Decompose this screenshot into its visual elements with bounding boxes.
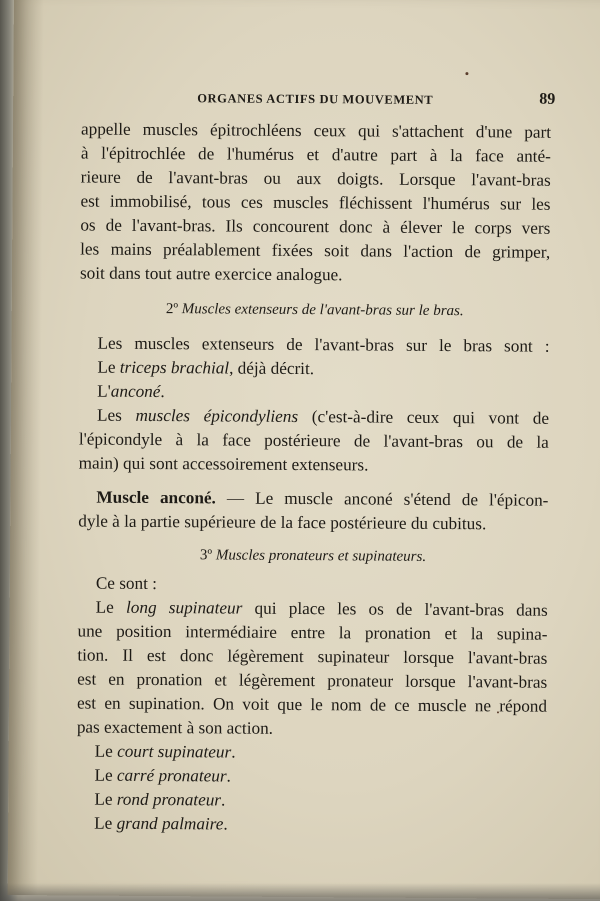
section-title: Muscles extenseurs de l'avant-bras sur le bras.: [181, 301, 464, 320]
section-title: Muscles pronateurs et supinateurs.: [215, 547, 427, 565]
page-paper: [8, 0, 600, 899]
paper-speck: [465, 72, 468, 75]
list-item: [94, 813, 564, 838]
body-line: dyle à la partie supérieure de la face postérieure du cubitus.: [78, 511, 487, 534]
section-number: 2º: [165, 301, 179, 318]
text-run: Le: [94, 765, 118, 785]
body-line: les mains préalablement fixées soit dans l'action de grimper,: [80, 239, 551, 262]
list-item: [97, 405, 549, 430]
body-line: os de l'avant-bras. Ils concourent donc à élever le corps vers: [80, 215, 551, 238]
text-run: .: [226, 766, 231, 786]
list-item: [94, 789, 564, 814]
text-run: qui place les os de l'avant-bras dans: [242, 598, 548, 620]
muscle-name: anconé: [110, 381, 161, 402]
body-line: pas exactement à son action.: [76, 717, 274, 738]
text-run: — Le muscle anconé s'étend de l'épicon-: [215, 488, 549, 510]
muscle-name: carré pronateur: [116, 765, 227, 786]
section-number: 3º: [199, 547, 213, 564]
section-heading-2: [80, 300, 550, 320]
paragraph-label: Muscle anconé.: [96, 487, 216, 508]
body-line: tion. Il est donc légèrement supinateur lorsque l'avant-bras: [77, 645, 548, 668]
list-item: [97, 381, 567, 406]
muscle-name: triceps brachial: [119, 357, 230, 378]
text-run: L': [97, 381, 111, 401]
text-run: .: [231, 742, 236, 762]
text-run: Le: [95, 597, 127, 617]
list-item: [94, 765, 564, 790]
text-run: Le: [94, 741, 118, 761]
text-run: .: [160, 382, 165, 402]
text-run: Le: [94, 813, 117, 833]
text-run: Les: [96, 405, 136, 425]
text-run: .: [220, 790, 226, 810]
paragraph-lead: [96, 487, 548, 512]
body-line: soit dans tout autre exercice analogue.: [79, 263, 343, 285]
running-head-title: ORGANES ACTIFS DU MOUVEMENT: [197, 91, 434, 107]
body-line: Les muscles extenseurs de l'avant-bras sur le bras sont :: [97, 333, 550, 356]
body-line: à l'épitrochlée de l'humérus et d'autre part à la face anté-: [80, 143, 551, 166]
muscle-name: court supinateur: [117, 741, 232, 762]
body-line: est en pronation et légèrement pronateur lorsque l'avant-bras: [77, 669, 548, 692]
body-line: est immobilisé, tous ces muscles fléchissent l'humérus sur les: [80, 191, 551, 214]
running-head: [81, 90, 556, 113]
muscle-name: muscles épicondyliens: [135, 405, 299, 426]
list-item: [95, 741, 565, 766]
body-line: l'épicondyle à la face postérieure de l'avant-bras ou de la: [78, 429, 549, 452]
section-heading-3: [78, 546, 548, 566]
gutter-shadow: [8, 0, 44, 895]
muscle-name: long supinateur: [125, 597, 243, 618]
text-run: , déjà décrit.: [229, 358, 315, 379]
text-run: Le: [94, 789, 117, 809]
page-number: 89: [539, 90, 556, 108]
body-line: est en supination. On voit que le nom de ce muscle ne répond: [76, 693, 548, 716]
page-bottom-edge: [0, 883, 600, 901]
body-line: Ce sont :: [95, 573, 158, 594]
body-line: une position intermédiaire entre la pronation et la supina-: [77, 621, 548, 644]
text-run: (c'est-à-dire ceux qui vont de: [298, 406, 550, 428]
body-line: appelle muscles épitrochléens ceux qui s'attachent d'une part: [80, 119, 552, 142]
list-item: [97, 357, 567, 382]
body-line: main) qui sont accessoirement extenseurs.: [78, 453, 369, 475]
muscle-name: grand palmaire: [116, 813, 224, 834]
text-run: .: [223, 814, 228, 834]
text-run: Le: [97, 357, 120, 377]
paragraph-lead: [96, 597, 548, 622]
body-line: rieure de l'avant-bras ou aux doigts. Lorsque l'avant-bras: [80, 167, 551, 190]
muscle-name: rond pronateur: [116, 789, 222, 810]
